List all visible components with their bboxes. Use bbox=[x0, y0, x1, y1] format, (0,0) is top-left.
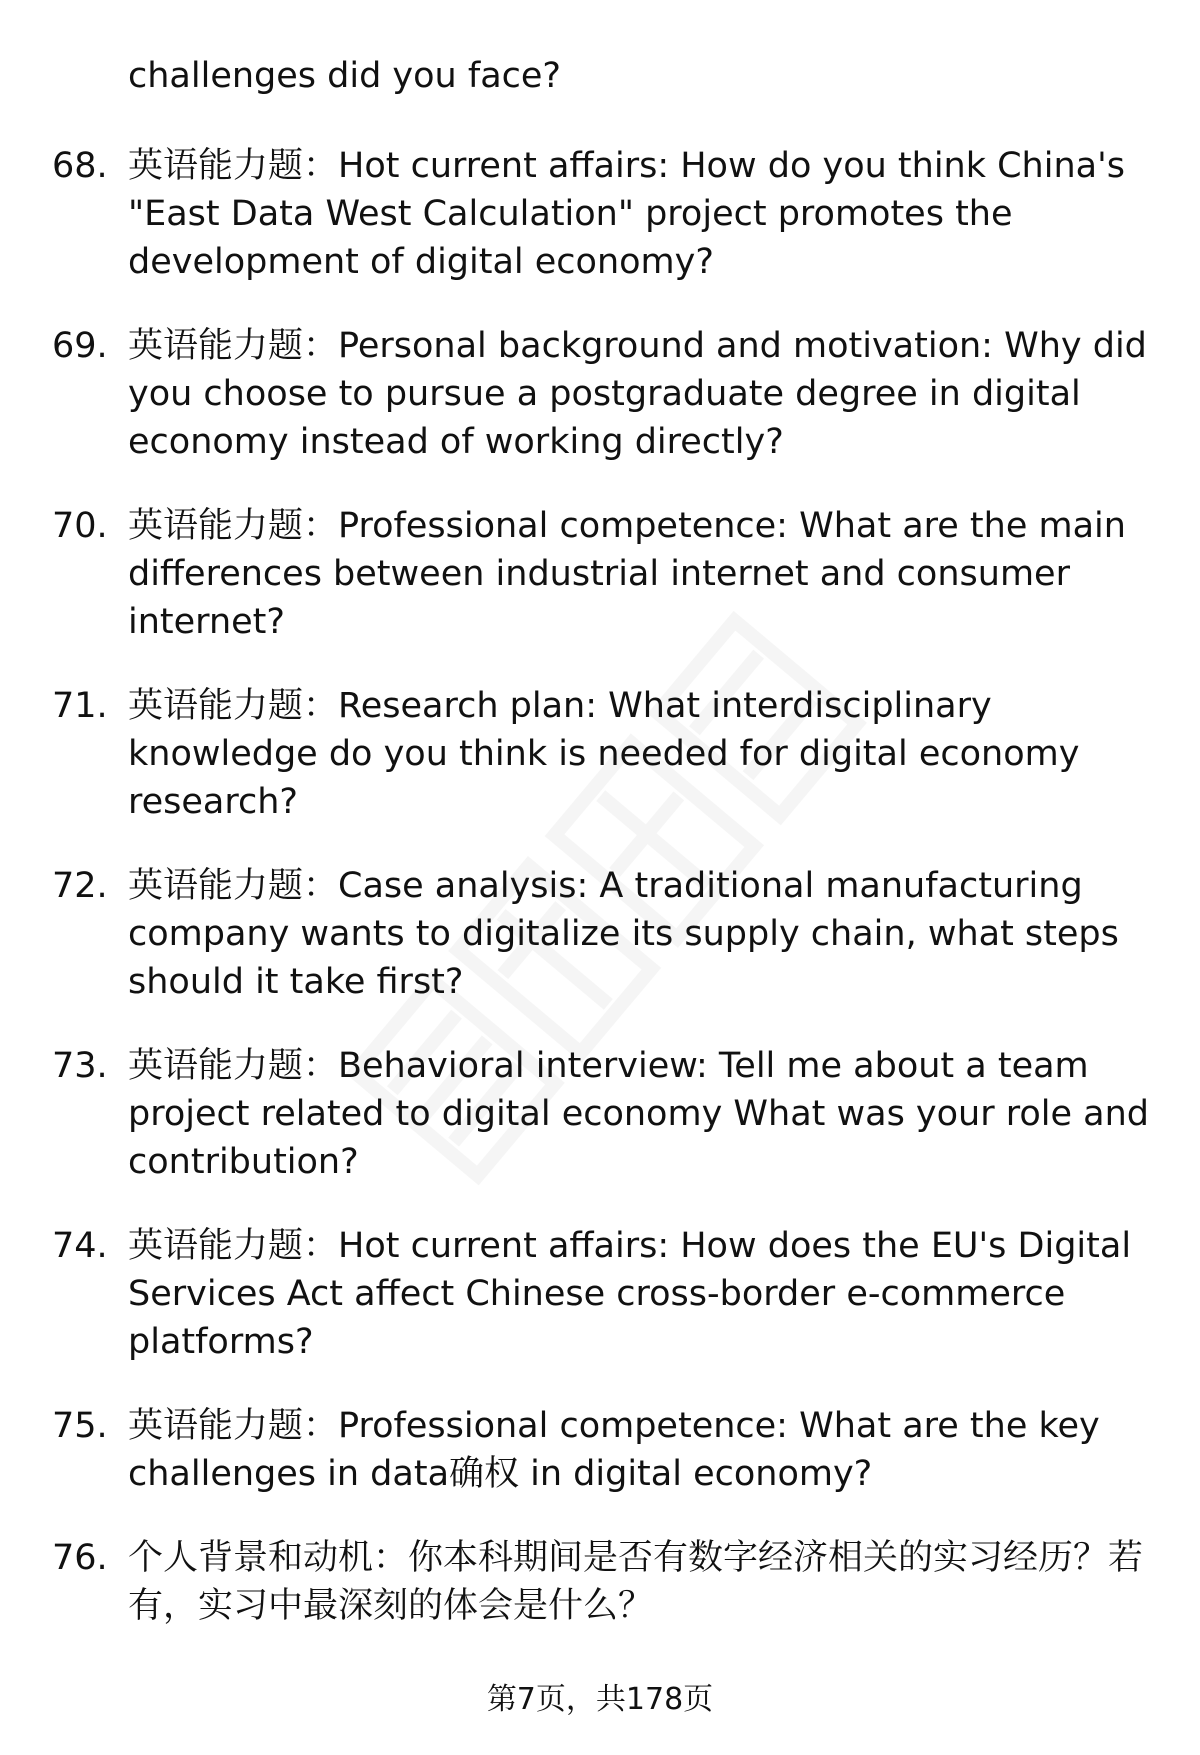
question-number: 74. bbox=[52, 1226, 108, 1266]
list-item bbox=[0, 682, 1200, 826]
list-item bbox=[0, 1042, 1200, 1186]
question-text: 英语能力题：Research plan: What interdisciplinary knowledge do you think is needed for digital economy research? bbox=[128, 686, 1080, 822]
question-text: 个人背景和动机：你本科期间是否有数字经济相关的实习经历？若有，实习中最深刻的体会是什么？ bbox=[128, 1538, 1144, 1626]
list-item bbox=[0, 322, 1200, 466]
question-text: 英语能力题：Hot current affairs: How do you think China's "East Data West Calculation" project promotes the development of digital economy? bbox=[128, 146, 1125, 282]
question-text: 英语能力题：Case analysis: A traditional manufacturing company wants to digitalize its supply chain, what steps should it take first? bbox=[128, 866, 1119, 1002]
page-footer: 第7页，共178页 bbox=[486, 1682, 714, 1717]
question-number: 73. bbox=[52, 1046, 108, 1086]
question-number: 71. bbox=[52, 686, 108, 726]
question-list bbox=[0, 142, 1200, 1666]
question-number: 69. bbox=[52, 326, 108, 366]
list-item bbox=[0, 142, 1200, 286]
list-item bbox=[0, 862, 1200, 1006]
question-text: 英语能力题：Behavioral interview: Tell me about a team project related to digital economy What was your role and contribution? bbox=[128, 1046, 1150, 1182]
question-text: 英语能力题：Hot current affairs: How does the EU's Digital Services Act affect Chinese cross-border e-commerce platforms? bbox=[128, 1226, 1132, 1362]
list-item bbox=[0, 502, 1200, 646]
question-number: 75. bbox=[52, 1406, 108, 1446]
question-number: 72. bbox=[52, 866, 108, 906]
list-item bbox=[0, 1222, 1200, 1366]
question-text: 英语能力题：Professional competence: What are the main differences between industrial internet and consumer internet? bbox=[128, 506, 1126, 642]
list-item bbox=[0, 1402, 1200, 1498]
list-item bbox=[0, 1534, 1200, 1630]
continued-question-text: challenges did you face? bbox=[128, 56, 561, 96]
question-number: 70. bbox=[52, 506, 108, 546]
question-text: 英语能力题：Professional competence: What are the key challenges in data确权 in digital economy? bbox=[128, 1406, 1100, 1494]
question-number: 68. bbox=[52, 146, 108, 186]
question-number: 76. bbox=[52, 1538, 108, 1578]
question-text: 英语能力题：Personal background and motivation: Why did you choose to pursue a postgraduate degree in digital economy instead of working directly? bbox=[128, 326, 1147, 462]
